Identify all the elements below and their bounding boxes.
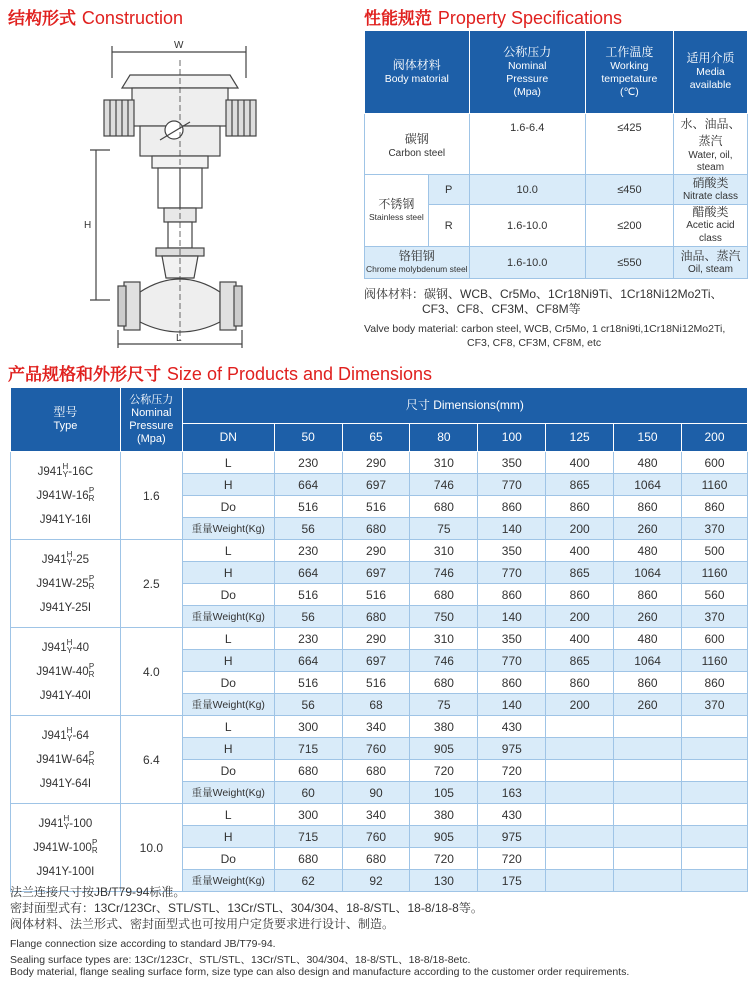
dn-50: 50 [274, 424, 342, 452]
material-note-en-1: Valve body material: carbon steel, WCB, Cr5Mo, 1 cr18ni9ti,1Cr18Ni12Mo2Ti, [364, 323, 726, 335]
dn-100: 100 [478, 424, 546, 452]
value-cell: 310 [410, 452, 478, 474]
dim-w-label: W [174, 40, 184, 51]
value-cell: 300 [274, 804, 342, 826]
dimensions-table [10, 387, 748, 892]
value-cell: 480 [614, 540, 682, 562]
value-cell [614, 804, 682, 826]
type-cell: J941 H Y -100 J941W-100 P R J941Y-100I [11, 804, 121, 892]
footnote-en-1: Flange connection size according to standard JB/T79-94. [10, 938, 276, 950]
value-cell [614, 848, 682, 870]
footnote-en-2: Sealing surface types are: 13Cr/123Cr、STL/STL、13Cr/STL、304/304、18-8/STL、18-8/18-8etc. [10, 954, 471, 966]
value-cell: 680 [342, 518, 410, 540]
value-cell: 300 [274, 716, 342, 738]
value-cell [546, 738, 614, 760]
value-cell [614, 716, 682, 738]
value-cell: 130 [410, 870, 478, 892]
value-cell [546, 804, 614, 826]
value-cell [682, 738, 748, 760]
value-cell: 680 [410, 672, 478, 694]
value-cell: 664 [274, 474, 342, 496]
value-cell: 770 [478, 650, 546, 672]
value-cell: 350 [478, 628, 546, 650]
row-label: Do [182, 672, 274, 694]
header-pressure: 公称压力 Nominal Pressure (Mpa) [120, 388, 182, 452]
value-cell: 664 [274, 562, 342, 584]
value-cell: 290 [342, 452, 410, 474]
value-cell: 105 [410, 782, 478, 804]
value-cell: 975 [478, 738, 546, 760]
value-cell: 516 [274, 584, 342, 606]
pressure-cell: 10.0 [120, 804, 182, 892]
value-cell: 340 [342, 804, 410, 826]
value-cell: 697 [342, 474, 410, 496]
dn-200: 200 [682, 424, 748, 452]
value-cell: 290 [342, 540, 410, 562]
value-cell: 92 [342, 870, 410, 892]
value-cell: 750 [410, 606, 478, 628]
value-cell: 260 [614, 518, 682, 540]
value-cell: 200 [546, 518, 614, 540]
row-chrome-moly: 铬钼钢 Chrome molybdenum steel 1.6-10.0 ≤550 油品、蒸汽 Oil, steam [365, 247, 748, 279]
value-cell: 760 [342, 826, 410, 848]
table-row [11, 804, 748, 826]
value-cell: 860 [614, 584, 682, 606]
row-label: Do [182, 584, 274, 606]
dn-80: 80 [410, 424, 478, 452]
pressure-cell: 4.0 [120, 628, 182, 716]
value-cell: 175 [478, 870, 546, 892]
header-dimensions: 尺寸 Dimensions(mm) [182, 388, 747, 424]
value-cell: 60 [274, 782, 342, 804]
construction-title: 结构形式 Construction [8, 8, 183, 29]
value-cell: 746 [410, 650, 478, 672]
footnote-zh-2: 密封面型式有：13Cr/123Cr、STL/STL、13Cr/STL、304/304、18-8/STL、18-8/18-8等。 [10, 901, 483, 915]
row-label: 重量Weight(Kg) [182, 870, 274, 892]
material-note-en-2: CF3, CF8, CF3M, CF8M, etc [467, 337, 602, 349]
table-row [11, 628, 748, 650]
value-cell: 200 [546, 694, 614, 716]
value-cell: 860 [478, 672, 546, 694]
footnote-zh-3: 阀体材料、法兰形式、密封面型式也可按用户定货要求进行设计、制造。 [10, 917, 395, 931]
value-cell: 56 [274, 694, 342, 716]
value-cell: 140 [478, 694, 546, 716]
value-cell: 865 [546, 562, 614, 584]
row-label: H [182, 474, 274, 496]
value-cell: 905 [410, 826, 478, 848]
dn-150: 150 [614, 424, 682, 452]
row-label: H [182, 738, 274, 760]
dn-125: 125 [546, 424, 614, 452]
row-carbon-steel: 碳钢 Carbon steel 1.6-6.4 ≤425 水、油品、蒸汽 Water, oil, steam [365, 114, 748, 175]
value-cell: 290 [342, 628, 410, 650]
value-cell: 860 [546, 496, 614, 518]
row-label: H [182, 826, 274, 848]
value-cell: 516 [274, 496, 342, 518]
value-cell: 746 [410, 474, 478, 496]
value-cell: 860 [546, 584, 614, 606]
value-cell: 715 [274, 826, 342, 848]
value-cell: 860 [478, 496, 546, 518]
value-cell: 370 [682, 694, 748, 716]
value-cell [546, 870, 614, 892]
material-note-zh-1: 阀体材料：碳钢、WCB、Cr5Mo、1Cr18Ni9Ti、1Cr18Ni12Mo2Ti、 [364, 287, 723, 301]
value-cell: 230 [274, 628, 342, 650]
valve-construction-drawing [70, 30, 320, 350]
value-cell [546, 782, 614, 804]
value-cell [546, 848, 614, 870]
dim-l-label: L [176, 333, 182, 344]
header-body-material: 阀体材料 Body matorial [365, 31, 470, 114]
value-cell: 664 [274, 650, 342, 672]
value-cell: 680 [342, 606, 410, 628]
value-cell [546, 826, 614, 848]
value-cell [682, 782, 748, 804]
value-cell: 697 [342, 650, 410, 672]
type-cell: J941 H Y -64 J941W-64 P R J941Y-64I [11, 716, 121, 804]
row-label: 重量Weight(Kg) [182, 694, 274, 716]
value-cell: 860 [478, 584, 546, 606]
value-cell: 600 [682, 452, 748, 474]
value-cell: 516 [342, 672, 410, 694]
value-cell [614, 826, 682, 848]
row-label: H [182, 562, 274, 584]
value-cell: 860 [614, 672, 682, 694]
value-cell: 260 [614, 694, 682, 716]
value-cell: 68 [342, 694, 410, 716]
type-cell: J941 H Y -40 J941W-40 P R J941Y-40I [11, 628, 121, 716]
value-cell: 75 [410, 694, 478, 716]
table-row [11, 452, 748, 474]
value-cell: 860 [614, 496, 682, 518]
value-cell: 516 [342, 584, 410, 606]
value-cell: 310 [410, 628, 478, 650]
row-label: Do [182, 848, 274, 870]
value-cell: 400 [546, 452, 614, 474]
row-stainless-p: 不锈钢 Stainless steel P 10.0 ≤450 硝酸类 Nitrate class [365, 175, 748, 205]
dn-65: 65 [342, 424, 410, 452]
value-cell: 770 [478, 562, 546, 584]
row-stainless-r: R 1.6-10.0 ≤200 醋酸类 Acetic acid class [365, 205, 748, 247]
value-cell: 90 [342, 782, 410, 804]
value-cell: 230 [274, 540, 342, 562]
value-cell: 480 [614, 628, 682, 650]
value-cell: 680 [342, 848, 410, 870]
header-type: 型号 Type [11, 388, 121, 452]
header-media: 适用介质 Media available [673, 31, 747, 114]
value-cell: 140 [478, 518, 546, 540]
value-cell: 720 [410, 848, 478, 870]
value-cell: 1064 [614, 650, 682, 672]
value-cell [614, 870, 682, 892]
properties-title: 性能规范 Property Specifications [364, 8, 623, 29]
table-row [11, 540, 748, 562]
value-cell: 865 [546, 650, 614, 672]
value-cell: 680 [342, 760, 410, 782]
value-cell: 430 [478, 716, 546, 738]
value-cell [682, 848, 748, 870]
row-label: L [182, 540, 274, 562]
value-cell: 350 [478, 452, 546, 474]
value-cell: 680 [274, 760, 342, 782]
value-cell: 680 [410, 584, 478, 606]
value-cell: 310 [410, 540, 478, 562]
value-cell: 400 [546, 540, 614, 562]
value-cell: 680 [274, 848, 342, 870]
footnote-zh-1: 法兰连接尺寸按JB/T79-94标准。 [10, 885, 186, 899]
value-cell: 1064 [614, 474, 682, 496]
row-label: L [182, 804, 274, 826]
value-cell: 380 [410, 716, 478, 738]
value-cell: 560 [682, 584, 748, 606]
value-cell [682, 870, 748, 892]
value-cell: 1160 [682, 562, 748, 584]
value-cell: 746 [410, 562, 478, 584]
value-cell [614, 760, 682, 782]
header-nominal-pressure: 公称压力 Nominal Pressure (Mpa) [469, 31, 585, 114]
value-cell: 230 [274, 452, 342, 474]
type-cell: J941 H Y -25 J941W-25 P R J941Y-25I [11, 540, 121, 628]
value-cell: 715 [274, 738, 342, 760]
value-cell [682, 760, 748, 782]
value-cell: 860 [682, 496, 748, 518]
dim-h-label: H [84, 220, 92, 231]
value-cell: 400 [546, 628, 614, 650]
value-cell: 75 [410, 518, 478, 540]
row-label: 重量Weight(Kg) [182, 518, 274, 540]
header-dn: DN [182, 424, 274, 452]
value-cell: 1160 [682, 650, 748, 672]
table-row [11, 716, 748, 738]
material-note-zh-2: CF3、CF8、CF3M、CF8M等 [422, 302, 581, 316]
pressure-cell: 2.5 [120, 540, 182, 628]
value-cell [614, 782, 682, 804]
value-cell: 370 [682, 606, 748, 628]
value-cell: 697 [342, 562, 410, 584]
value-cell: 600 [682, 628, 748, 650]
value-cell: 140 [478, 606, 546, 628]
value-cell: 200 [546, 606, 614, 628]
products-title: 产品规格和外形尺寸 Size of Products and Dimensions [8, 364, 433, 385]
type-cell: J941 H Y -16C J941W-16 P R J941Y-16I [11, 452, 121, 540]
row-label: H [182, 650, 274, 672]
value-cell: 720 [478, 848, 546, 870]
row-label: 重量Weight(Kg) [182, 606, 274, 628]
footnote-en-3: Body material, flange sealing surface form, size type can also design and manufacture according to the customer order requirements. [10, 966, 630, 978]
value-cell: 163 [478, 782, 546, 804]
row-label: L [182, 452, 274, 474]
value-cell: 720 [410, 760, 478, 782]
value-cell: 770 [478, 474, 546, 496]
value-cell: 500 [682, 540, 748, 562]
row-label: 重量Weight(Kg) [182, 782, 274, 804]
row-label: L [182, 716, 274, 738]
value-cell: 62 [274, 870, 342, 892]
value-cell: 860 [682, 672, 748, 694]
value-cell: 340 [342, 716, 410, 738]
value-cell: 865 [546, 474, 614, 496]
value-cell: 516 [274, 672, 342, 694]
header-working-temperature: 工作温度 Working tempetature (℃) [585, 31, 673, 114]
value-cell: 380 [410, 804, 478, 826]
pressure-cell: 1.6 [120, 452, 182, 540]
value-cell: 370 [682, 518, 748, 540]
value-cell: 516 [342, 496, 410, 518]
value-cell: 975 [478, 826, 546, 848]
value-cell: 760 [342, 738, 410, 760]
pressure-cell: 6.4 [120, 716, 182, 804]
value-cell: 56 [274, 606, 342, 628]
value-cell: 56 [274, 518, 342, 540]
value-cell [682, 826, 748, 848]
value-cell: 1160 [682, 474, 748, 496]
value-cell: 1064 [614, 562, 682, 584]
value-cell [682, 716, 748, 738]
value-cell: 480 [614, 452, 682, 474]
value-cell: 430 [478, 804, 546, 826]
row-label: Do [182, 496, 274, 518]
value-cell [546, 760, 614, 782]
value-cell [546, 716, 614, 738]
value-cell: 905 [410, 738, 478, 760]
value-cell: 720 [478, 760, 546, 782]
property-specifications-table [364, 30, 748, 279]
value-cell [682, 804, 748, 826]
value-cell: 860 [546, 672, 614, 694]
value-cell: 680 [410, 496, 478, 518]
value-cell: 350 [478, 540, 546, 562]
row-label: L [182, 628, 274, 650]
value-cell [614, 738, 682, 760]
value-cell: 260 [614, 606, 682, 628]
row-label: Do [182, 760, 274, 782]
